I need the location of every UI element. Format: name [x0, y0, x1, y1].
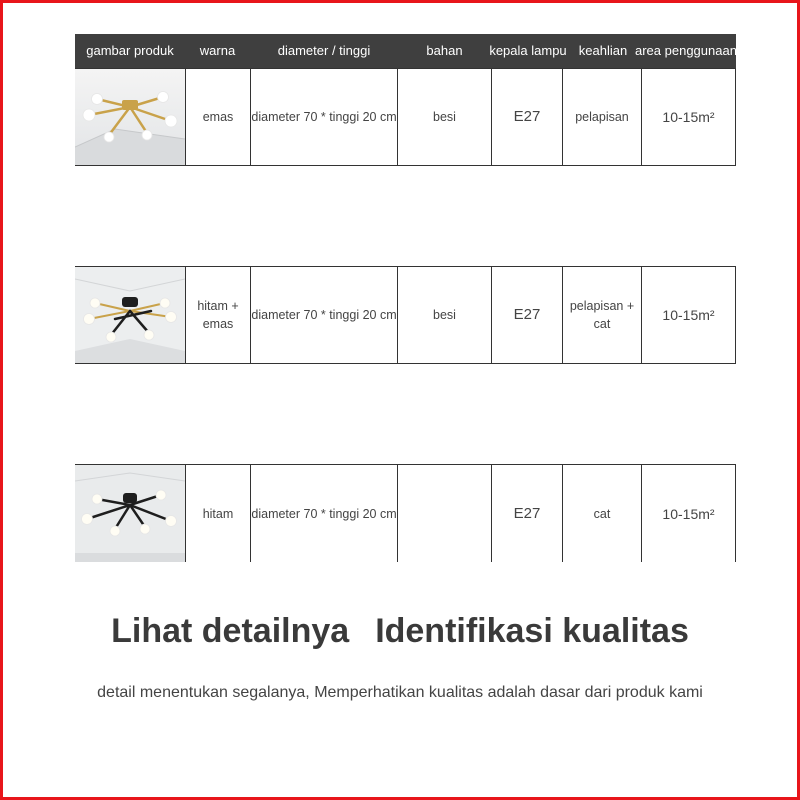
product-image-black [75, 465, 185, 562]
table-row [75, 68, 736, 166]
cell-warna: hitam [185, 465, 250, 562]
cell-area-penggunaan: 10-15m² [641, 267, 736, 363]
gold-chandelier-icon [75, 69, 185, 165]
black-gold-chandelier-icon [75, 267, 185, 363]
cell-diameter-tinggi: diameter 70 * tinggi 20 cm [250, 69, 398, 165]
header-gambar-produk: gambar produk [86, 43, 174, 58]
cell-area-penggunaan: 10-15m² [641, 465, 736, 562]
cell-kepala-lampu: E27 [491, 465, 563, 562]
header-warna: warna [199, 43, 236, 58]
header-bahan: bahan [426, 43, 463, 58]
cell-kepala-lampu: E27 [491, 267, 563, 363]
cell-area-penggunaan: 10-15m² [641, 69, 736, 165]
product-image-gold [75, 69, 185, 165]
cell-warna: hitam + emas [185, 267, 250, 363]
black-chandelier-icon [75, 465, 185, 562]
cell-warna: emas [185, 69, 250, 165]
heading-right: Identifikasi kualitas [375, 612, 689, 650]
header-kepala-lampu: kepala lampu [489, 43, 567, 58]
header-keahlian: keahlian [578, 43, 628, 58]
section-subtitle: detail menentukan segalanya, Memperhatikan kualitas adalah dasar dari produk kami [97, 684, 703, 701]
header-diameter-tinggi: diameter / tinggi [277, 43, 371, 58]
table-row [75, 266, 736, 364]
cell-keahlian: cat [593, 506, 611, 521]
product-image-black-gold [75, 267, 185, 363]
cell-diameter-tinggi: diameter 70 * tinggi 20 cm [250, 267, 398, 363]
cell-bahan: besi [433, 308, 456, 322]
table-row [75, 464, 736, 562]
section-heading [0, 612, 800, 651]
cell-bahan: besi [433, 110, 456, 124]
cell-kepala-lampu: E27 [491, 69, 563, 165]
cell-bahan [398, 465, 491, 562]
header-area-penggunaan: area penggunaan [635, 43, 737, 58]
table-header [75, 34, 736, 68]
cell-diameter-tinggi: diameter 70 * tinggi 20 cm [250, 465, 398, 562]
cell-keahlian: pelapisan + cat [569, 299, 635, 331]
cell-keahlian: pelapisan [575, 110, 629, 124]
heading-left: Lihat detailnya [111, 612, 350, 650]
